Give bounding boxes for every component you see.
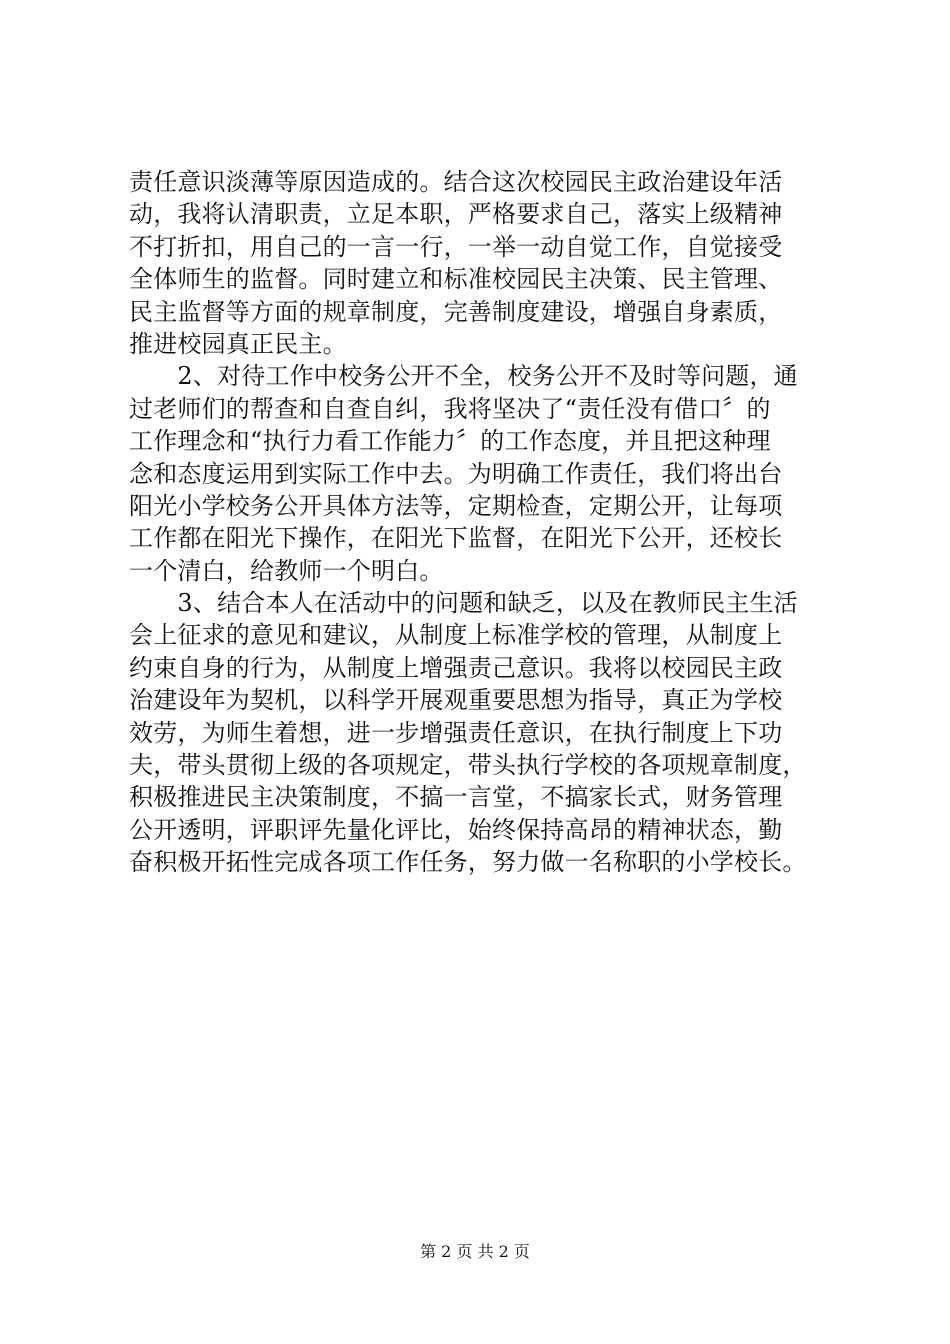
text-line: 民主监督等方面的规章制度，完善制度建设，增强自身素质，	[129, 297, 783, 326]
text-line: 夫，带头贯彻上级的各项规定，带头执行学校的各项规章制度，	[129, 751, 807, 780]
text-line: 积极推进民主决策制度，不搞一言堂，不搞家长式，财务管理	[129, 783, 783, 812]
text-line: 3、结合本人在活动中的问题和缺乏，以及在教师民主生活	[129, 589, 798, 618]
text-line: 2、对待工作中校务公开不全，校务公开不及时等问题，通	[129, 362, 798, 391]
text-line: 效劳，为师生着想，进一步增强责任意识，在执行制度上下功	[129, 718, 783, 747]
text-line: 会上征求的意见和建议，从制度上标准学校的管理，从制度上	[129, 621, 783, 650]
text-line: 阳光小学校务公开具体方法等，定期检查，定期公开，让每项	[129, 491, 783, 520]
text-line: 工作都在阳光下操作，在阳光下监督，在阳光下公开，还校长	[129, 524, 783, 553]
body-text	[129, 166, 849, 879]
text-line: 不打折扣，用自己的一言一行，一举一动自觉工作，自觉接受	[129, 232, 783, 261]
text-line: 责任意识淡薄等原因造成的。结合这次校园民主政治建设年活	[129, 168, 783, 196]
text-line: 过老师们的帮查和自查自纠，我将坚决了“责任没有借口〞的	[129, 394, 771, 423]
text-line: 一个清白，给教师一个明白。	[129, 556, 444, 585]
page-footer: 第 2 页 共 2 页	[420, 1242, 530, 1261]
text-line: 公开透明，评职评先量化评比，始终保持高昂的精神状态，勤	[129, 815, 783, 844]
text-line: 念和态度运用到实际工作中去。为明确工作责任，我们将出台	[129, 459, 783, 488]
text-line: 约束自身的行为，从制度上增强责己意识。我将以校园民主政	[129, 653, 783, 682]
text-line: 推进校园真正民主。	[129, 329, 347, 358]
text-line: 奋积极开拓性完成各项工作任务，努力做一名称职的小学校长。	[129, 848, 807, 877]
text-line: 工作理念和“执行力看工作能力〞的工作态度，并且把这种理	[129, 427, 771, 456]
text-line: 全体师生的监督。同时建立和标准校园民主决策、民主管理、	[129, 265, 783, 294]
text-line: 动，我将认清职责，立足本职，严格要求自己，落实上级精神	[129, 200, 783, 229]
text-line: 治建设年为契机，以科学开展观重要思想为指导，真正为学校	[129, 686, 783, 715]
